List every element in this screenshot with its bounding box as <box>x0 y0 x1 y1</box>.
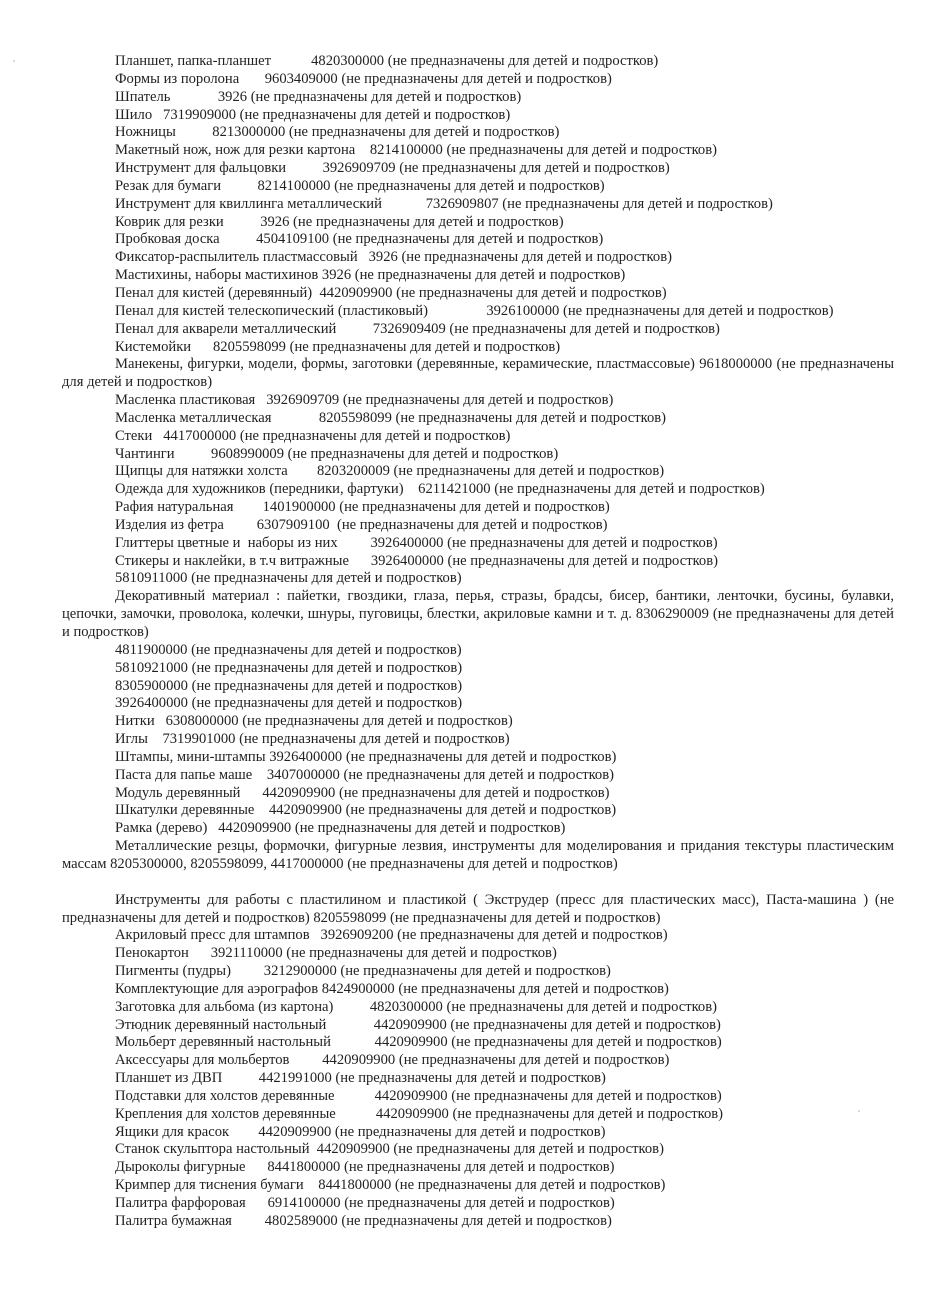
document-line: Пенал для кистей (деревянный) 4420909900 (не предназначены для детей и подростков) <box>115 284 667 301</box>
document-line: Рафия натуральная 1401900000 (не предназначены для детей и подростков) <box>115 499 610 516</box>
document-line: Иглы 7319901000 (не предназначены для детей и подростков) <box>115 731 510 748</box>
document-line: Изделия из фетра 6307909100 (не предназначены для детей и подростков) <box>115 516 608 533</box>
document-line: 3926400000 (не предназначены для детей и подростков) <box>115 695 463 712</box>
document-line: Паста для папье маше 3407000000 (не предназначены для детей и подростков) <box>115 766 614 783</box>
document-line: Ножницы 8213000000 (не предназначены для детей и подростков) <box>115 124 560 141</box>
document-line: Мастихины, наборы мастихинов 3926 (не предназначены для детей и подростков) <box>115 267 626 284</box>
document-line: Пробковая доска 4504109100 (не предназначены для детей и подростков) <box>115 231 604 248</box>
document-line: Шпатель 3926 (не предназначены для детей и подростков) <box>115 88 522 105</box>
scan-artifact <box>13 60 15 62</box>
document-line: Одежда для художников (передники, фартуки) 6211421000 (не предназначены для детей и подростков) <box>115 481 765 498</box>
document-line: Формы из поролона 9603409000 (не предназначены для детей и подростков) <box>115 70 612 87</box>
document-line: Макетный нож, нож для резки картона 8214100000 (не предназначены для детей и подростков) <box>115 142 717 159</box>
document-line: Щипцы для натяжки холста 8203200009 (не предназначены для детей и подростков) <box>115 463 665 480</box>
document-line: Инструмент для квиллинга металлический 7326909807 (не предназначены для детей и подростков) <box>115 195 773 212</box>
document-line: Модуль деревянный 4420909900 (не предназначены для детей и подростков) <box>115 784 610 801</box>
document-line: Мольберт деревянный настольный 4420909900 (не предназначены для детей и подростков) <box>115 1034 722 1051</box>
document-line: Штампы, мини-штампы 3926400000 (не предназначены для детей и подростков) <box>115 748 617 765</box>
document-line: Крепления для холстов деревянные 4420909900 (не предназначены для детей и подростков) <box>115 1105 724 1122</box>
document-line: Пенал для акварели металлический 7326909409 (не предназначены для детей и подростков) <box>115 320 720 337</box>
document-line: Планшет из ДВП 4421991000 (не предназначены для детей и подростков) <box>115 1070 606 1087</box>
document-line: Чантинги 9608990009 (не предназначены для детей и подростков) <box>115 445 559 462</box>
paragraph-spacer <box>62 874 894 892</box>
document-line: 5810911000 (не предназначены для детей и подростков) <box>115 570 462 587</box>
document-line: Пенал для кистей телескопический (пластиковый) 3926100000 (не предназначены для детей и подростков) <box>115 302 834 319</box>
document-line: Палитра бумажная 4802589000 (не предназначены для детей и подростков) <box>115 1212 612 1229</box>
document-line: Ящики для красок 4420909900 (не предназначены для детей и подростков) <box>115 1123 606 1140</box>
document-line: Фиксатор-распылитель пластмассовый 3926 (не предназначены для детей и подростков) <box>115 249 672 266</box>
document-paragraph: Манекены, фигурки, модели, формы, заготовки (деревянные, керамические, пластмассовые) 9618000000 (не предназначены для детей и подростков) <box>62 356 894 391</box>
document-line: Нитки 6308000000 (не предназначены для детей и подростков) <box>115 713 513 730</box>
document-line: Стикеры и наклейки, в т.ч витражные 3926400000 (не предназначены для детей и подростков) <box>115 552 718 569</box>
document-line: Глиттеры цветные и наборы из них 3926400000 (не предназначены для детей и подростков) <box>115 534 718 551</box>
document-line: Рамка (дерево) 4420909900 (не предназначены для детей и подростков) <box>115 820 566 837</box>
document-paragraph: Инструменты для работы с пластилином и пластикой ( Экструдер (пресс для пластических масс), Паста-машина ) (не предназначены для детей и подростков) 8205598099 (не предназначены для детей и подростков) <box>62 891 894 926</box>
document-line: Инструмент для фальцовки 3926909709 (не предназначены для детей и подростков) <box>115 160 670 177</box>
document-line: Заготовка для альбома (из картона) 4820300000 (не предназначены для детей и подростков) <box>115 998 717 1015</box>
document-line: Шкатулки деревянные 4420909900 (не предназначены для детей и подростков) <box>115 802 617 819</box>
document-line: Пигменты (пудры) 3212900000 (не предназначены для детей и подростков) <box>115 963 611 980</box>
document-paragraph: Металлические резцы, формочки, фигурные лезвия, инструменты для моделирования и придания текстуры пластическим массам 8205300000, 8205598099, 4417000000 (не предназначены для детей и подростков) <box>62 838 894 872</box>
document-line: Масленка пластиковая 3926909709 (не предназначены для детей и подростков) <box>115 392 614 409</box>
document-line: Стеки 4417000000 (не предназначены для детей и подростков) <box>115 427 511 444</box>
scan-artifact <box>858 1110 860 1112</box>
document-line: Пенокартон 3921110000 (не предназначены для детей и подростков) <box>115 945 557 962</box>
document-paragraph: Декоративный материал : пайетки, гвоздики, глаза, перья, стразы, брадсы, бисер, бантики, ленточки, бусины, булавки, цепочки, замочки, проволока, колечки, шнуры, пуговицы, блестки, акриловые камни и т. д. 8306290009 (не предназначены для детей и подростков) <box>62 588 894 640</box>
document-line: Акриловый пресс для штампов 3926909200 (не предназначены для детей и подростков) <box>115 927 668 944</box>
document-line: Этюдник деревянный настольный 4420909900 (не предназначены для детей и подростков) <box>115 1016 721 1033</box>
document-line: Станок скульптора настольный 4420909900 (не предназначены для детей и подростков) <box>115 1141 664 1158</box>
document-line: 8305900000 (не предназначены для детей и подростков) <box>115 677 463 694</box>
document-line: Комплектующие для аэрографов 8424900000 (не предназначены для детей и подростков) <box>115 980 669 997</box>
document-line: Планшет, папка-планшет 4820300000 (не предназначены для детей и подростков) <box>115 53 659 69</box>
document-line: Шило 7319909000 (не предназначены для детей и подростков) <box>115 106 511 123</box>
document-line: Аксессуары для мольбертов 4420909900 (не предназначены для детей и подростков) <box>115 1052 670 1069</box>
document-line: Дыроколы фигурные 8441800000 (не предназначены для детей и подростков) <box>115 1159 615 1176</box>
document-line: Коврик для резки 3926 (не предназначены для детей и подростков) <box>115 213 564 230</box>
document-line: Палитра фарфоровая 6914100000 (не предназначены для детей и подростков) <box>115 1195 615 1211</box>
document-line: Резак для бумаги 8214100000 (не предназначены для детей и подростков) <box>115 177 605 194</box>
document-body <box>62 53 894 1231</box>
document-line: Кистемойки 8205598099 (не предназначены для детей и подростков) <box>115 338 561 355</box>
document-line: Кримпер для тиснения бумаги 8441800000 (не предназначены для детей и подростков) <box>115 1177 666 1194</box>
document-line: 5810921000 (не предназначены для детей и подростков) <box>115 659 463 676</box>
document-line: Масленка металлическая 8205598099 (не предназначены для детей и подростков) <box>115 409 667 426</box>
document-line: Подставки для холстов деревянные 4420909900 (не предназначены для детей и подростков) <box>115 1087 722 1104</box>
document-line: 4811900000 (не предназначены для детей и подростков) <box>115 641 462 658</box>
